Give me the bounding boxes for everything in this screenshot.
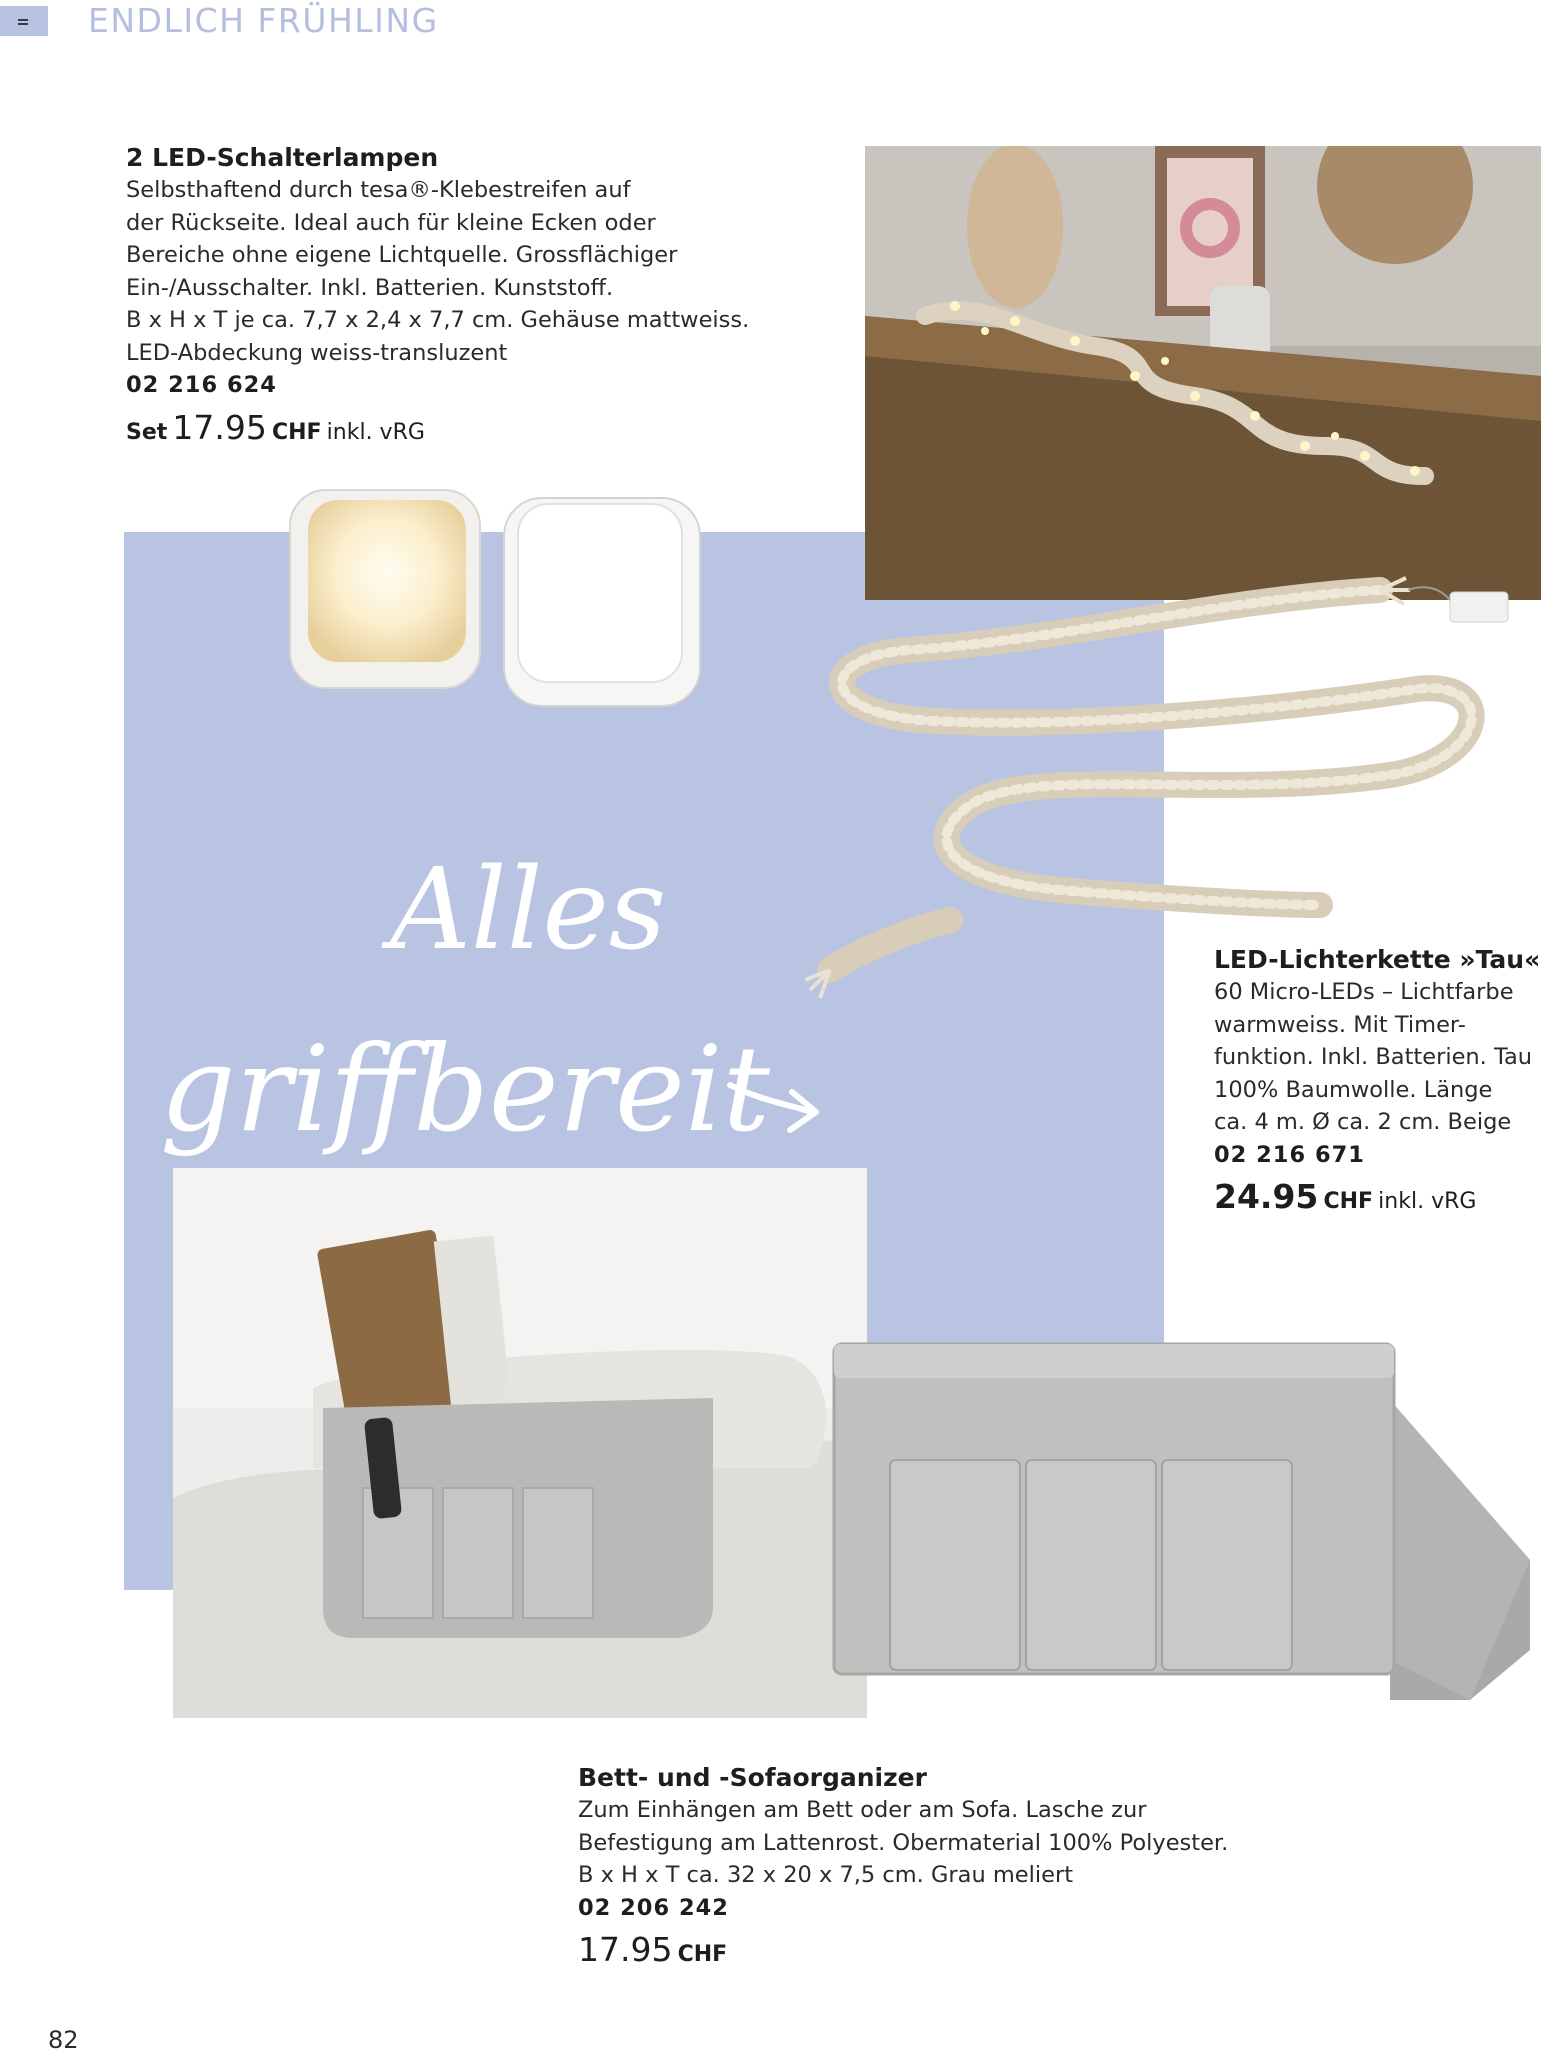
description-line: Zum Einhängen am Bett oder am Sofa. Lasche zur	[578, 1797, 1147, 1823]
price-row	[578, 1930, 1278, 1969]
description-line: Selbsthaftend durch tesa®-Klebestreifen auf	[126, 177, 631, 203]
article-number: 02 216 671	[1214, 1141, 1365, 1168]
description-line: Befestigung am Lattenrost. Obermaterial 100% Polyester.	[578, 1829, 1229, 1856]
description-line: der Rückseite. Ideal auch für kleine Ecken oder	[126, 209, 656, 236]
product-light-chain-text	[1214, 944, 1544, 1216]
description-line: funktion. Inkl. Batterien. Tau	[1214, 1044, 1533, 1070]
headline-line-2: griffbereit	[160, 1020, 771, 1158]
product-title: LED-Lichterkette »Tau«	[1214, 945, 1541, 974]
price-row	[1214, 1177, 1544, 1216]
product-switch-lamps-text	[126, 142, 750, 447]
description-line: B x H x T ca. 32 x 20 x 7,5 cm. Grau meliert	[578, 1862, 1074, 1888]
price-value: 17.95	[578, 1930, 673, 1969]
price-currency: CHF	[677, 1942, 728, 1967]
price-note: inkl. vRG	[1378, 1189, 1477, 1214]
organizer-product-image	[830, 1340, 1540, 1720]
price-row	[126, 408, 726, 447]
description-line: 60 Micro-LEDs – Lichtfarbe	[1214, 979, 1514, 1005]
product-title: Bett- und -Sofaorganizer	[578, 1763, 927, 1792]
organizer-sofa-image	[173, 1168, 867, 1718]
description-line: B x H x T je ca. 7,7 x 2,4 x 7,7 cm. Gehäuse mattweiss.	[126, 307, 750, 333]
rope-light-scene-image	[865, 146, 1541, 600]
headline-line-1: Alles	[390, 845, 667, 975]
description-line: Ein-/Ausschalter. Inkl. Batterien. Kunststoff.	[126, 274, 614, 301]
product-organizer-text	[578, 1762, 1278, 1969]
price-value: 17.95	[172, 407, 267, 447]
price-currency: CHF	[1323, 1189, 1374, 1214]
product-title: 2 LED-Schalterlampen	[126, 143, 439, 172]
switch-lamps-image	[282, 478, 742, 728]
section-title: ENDLICH FRÜHLING	[88, 1, 439, 40]
menu-icon	[18, 19, 28, 25]
description-line: LED-Abdeckung weiss-transluzent	[126, 339, 508, 366]
description-line: ca. 4 m. Ø ca. 2 cm. Beige	[1214, 1109, 1512, 1135]
price-prefix: Set	[126, 419, 168, 445]
article-number: 02 206 242	[578, 1894, 729, 1921]
description-line: Bereiche ohne eigene Lichtquelle. Grossflächiger	[126, 242, 678, 268]
price-currency: CHF	[271, 419, 322, 445]
description-line: 100% Baumwolle. Länge	[1214, 1076, 1493, 1103]
header-tab-marker	[0, 6, 48, 36]
description-line: warmweiss. Mit Timer-	[1214, 1011, 1466, 1038]
article-number: 02 216 624	[126, 372, 277, 398]
price-note: inkl. vRG	[326, 419, 425, 445]
headline-script	[140, 830, 840, 1190]
page-number: 82	[48, 2026, 79, 2054]
price-value: 24.95	[1214, 1177, 1319, 1216]
